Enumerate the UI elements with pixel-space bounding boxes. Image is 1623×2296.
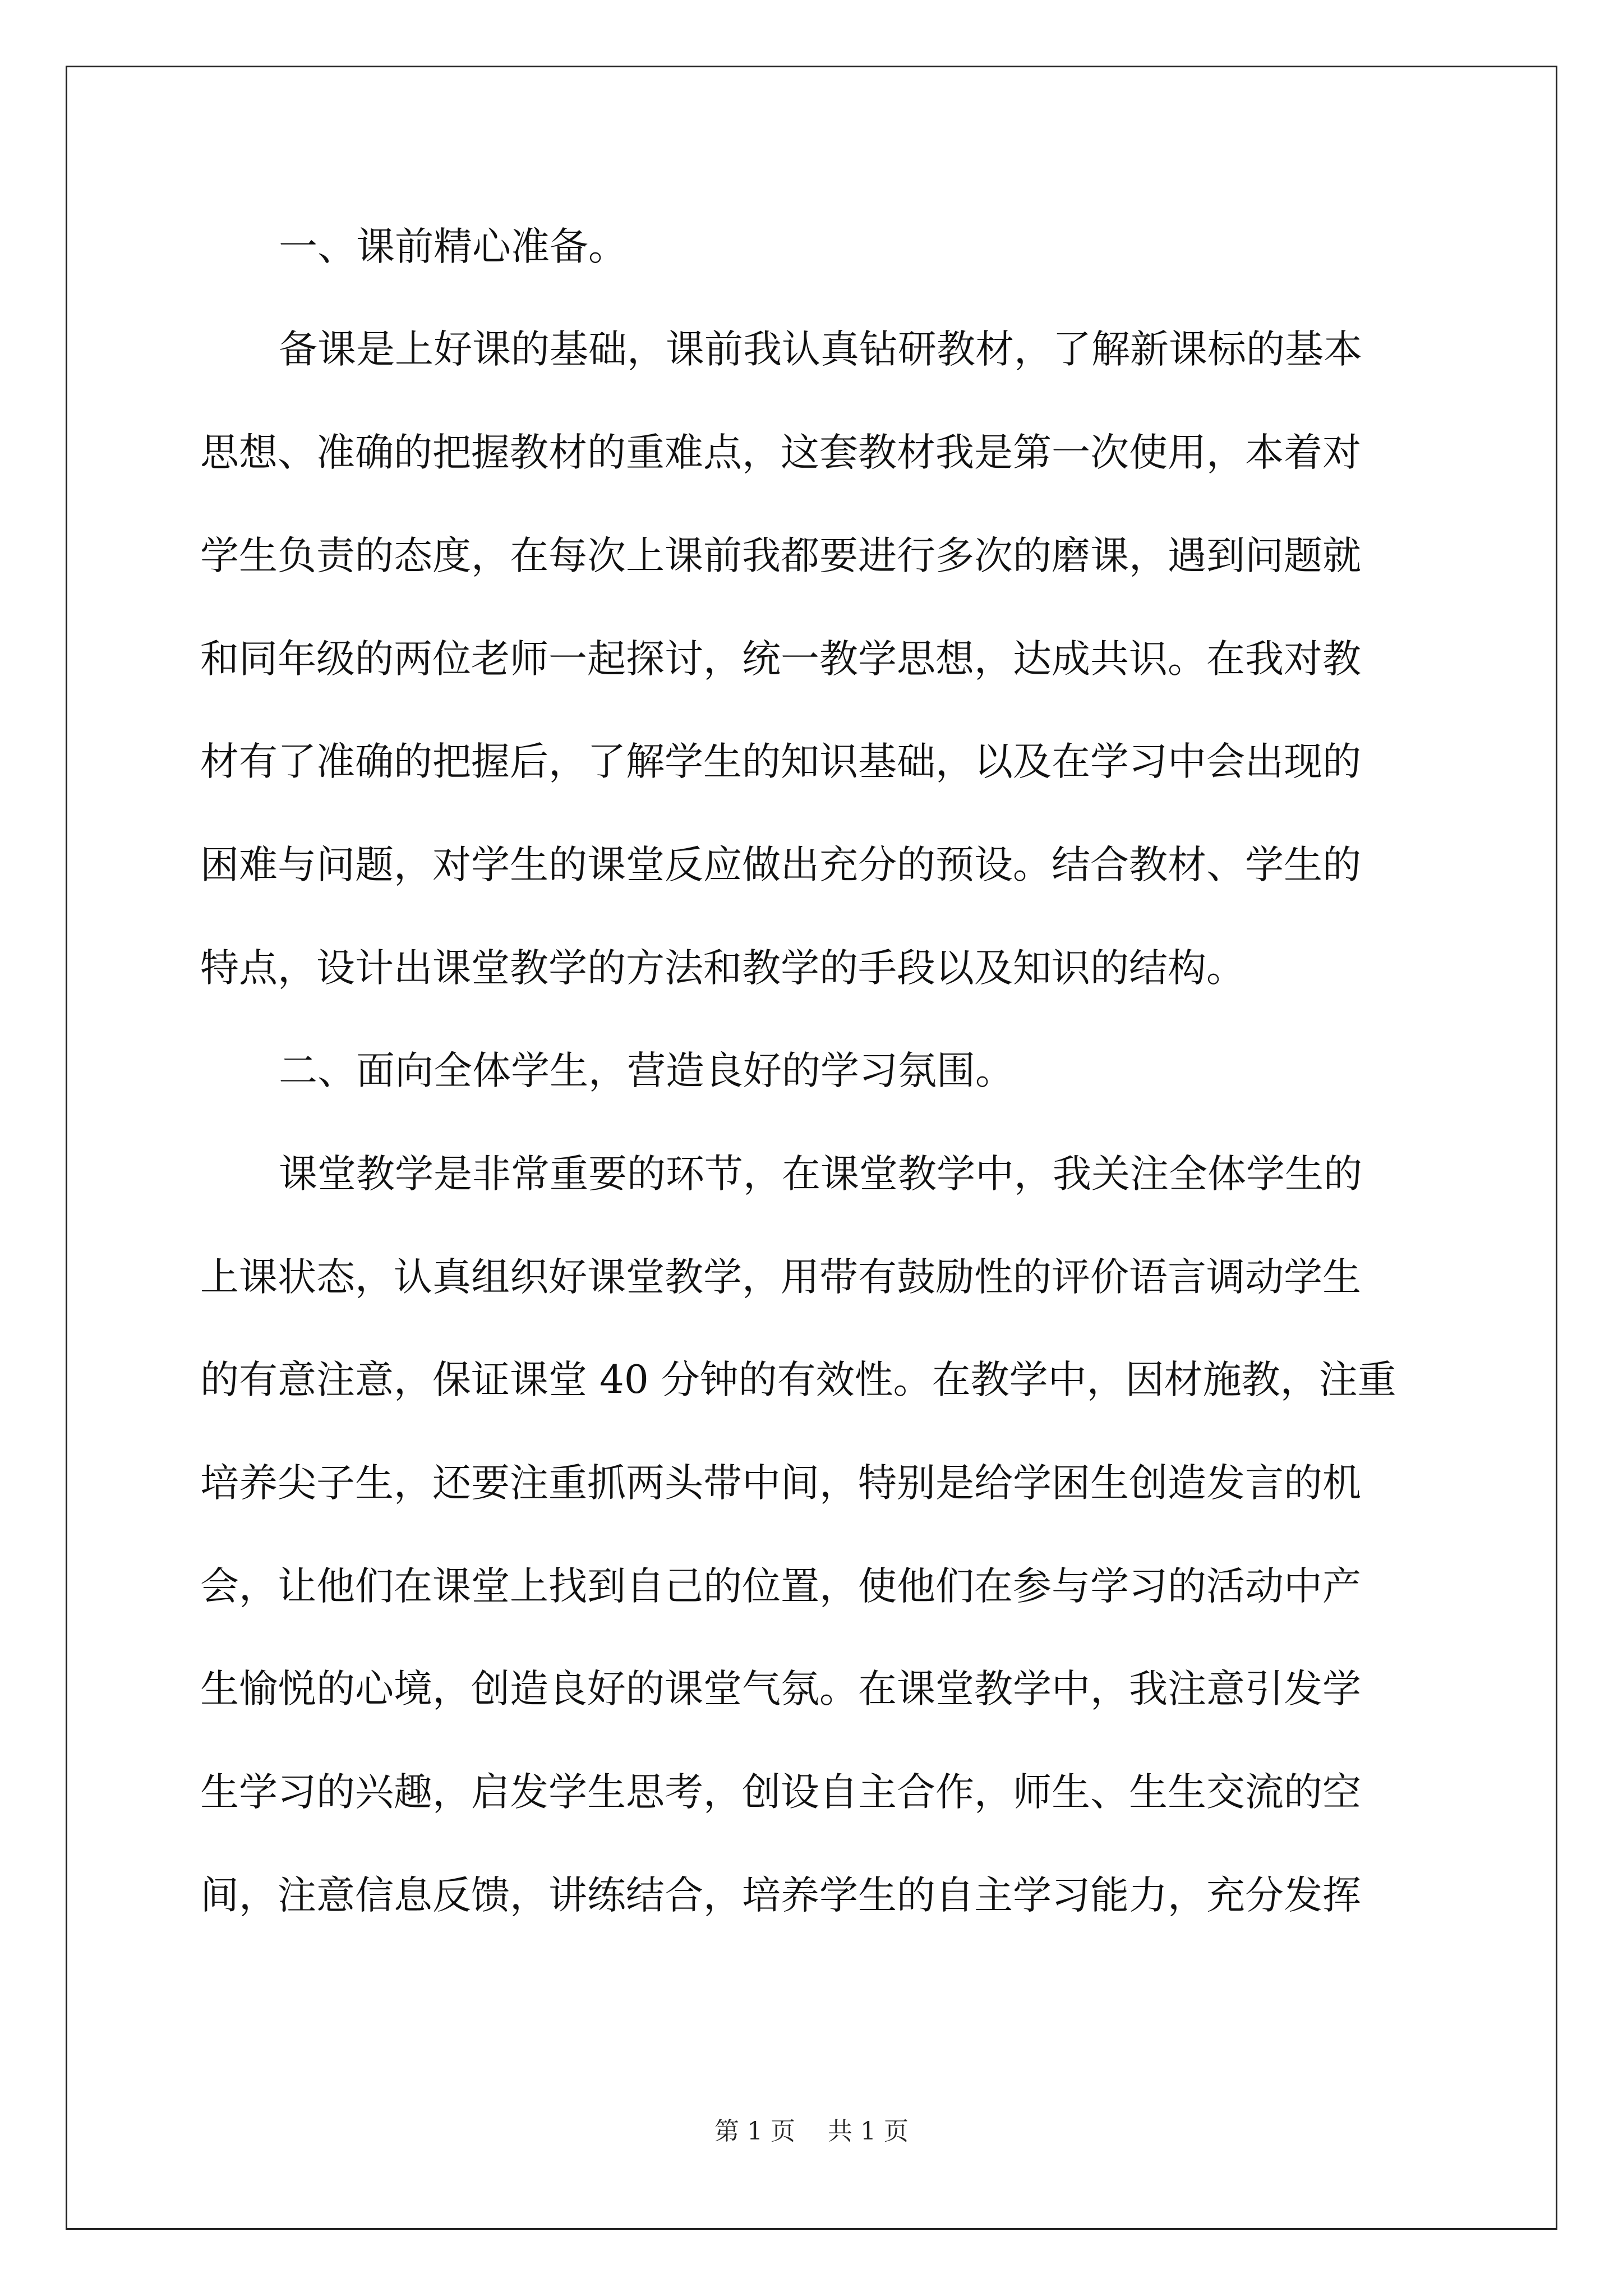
paragraph-line: 会，让他们在课堂上找到自己的位置，使他们在参与学习的活动中产: [200, 1564, 1361, 1609]
paragraph-line: 培养尖子生，还要注重抓两头带中间，特别是给学困生创造发言的机: [200, 1461, 1361, 1506]
paragraph-line: 和同年级的两位老师一起探讨，统一教学思想，达成共识。在我对教: [200, 637, 1361, 682]
heading-1: 一、课前精心准备。: [279, 224, 627, 269]
paragraph-line: 学生负责的态度，在每次上课前我都要进行多次的磨课，遇到问题就: [200, 533, 1361, 578]
paragraph-line: 课堂教学是非常重要的环节，在课堂教学中，我关注全体学生的: [279, 1152, 1362, 1197]
page-total: 共 1 页: [828, 2117, 909, 2146]
paragraph-line: 上课状态，认真组织好课堂教学，用带有鼓励性的评价语言调动学生: [200, 1255, 1361, 1300]
paragraph-line: 材有了准确的把握后，了解学生的知识基础，以及在学习中会出现的: [200, 739, 1361, 784]
paragraph-line: 思想、准确的把握教材的重难点，这套教材我是第一次使用，本着对: [200, 430, 1361, 475]
paragraph-line: 备课是上好课的基础，课前我认真钻研教材，了解新课标的基本: [279, 327, 1362, 372]
heading-2: 二、面向全体学生，营造良好的学习氛围。: [279, 1048, 1014, 1093]
page-footer: [0, 2115, 1623, 2148]
paragraph-line: 的有意注意，保证课堂 40 分钟的有效性。在教学中，因材施教，注重: [200, 1358, 1396, 1402]
page-number: 第 1 页: [714, 2117, 795, 2146]
paragraph-line: 间，注意信息反馈，讲练结合，培养学生的自主学习能力，充分发挥: [200, 1873, 1361, 1918]
paragraph-line: 生学习的兴趣，启发学生思考，创设自主合作，师生、生生交流的空: [200, 1770, 1361, 1815]
paragraph-line: 特点，设计出课堂教学的方法和教学的手段以及知识的结构。: [200, 946, 1245, 991]
paragraph-line: 困难与问题，对学生的课堂反应做出充分的预设。结合教材、学生的: [200, 843, 1361, 887]
paragraph-line: 生愉悦的心境，创造良好的课堂气氛。在课堂教学中，我注意引发学: [200, 1667, 1361, 1711]
